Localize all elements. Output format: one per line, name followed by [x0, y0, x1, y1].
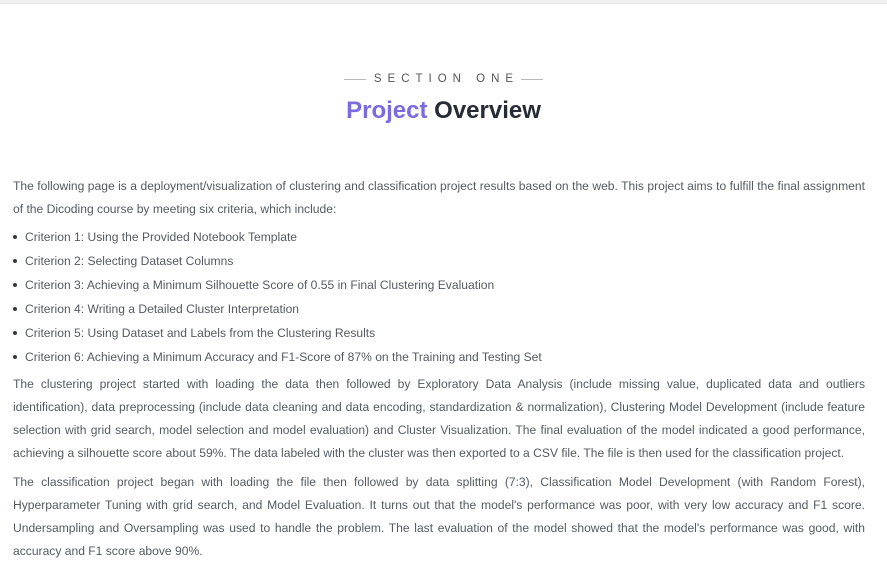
bullet-icon: [13, 355, 17, 359]
section-label: [0, 73, 887, 85]
list-item: [25, 297, 865, 321]
criterion-text: Criterion 4: Writing a Detailed Cluster Interpretation: [25, 302, 300, 316]
bullet-icon: [13, 259, 17, 263]
intro-paragraph: The following page is a deployment/visualization of clustering and classification project results based on the web. This project aims to fulfill the final assignment of the Dicoding course by meeting six criteria, which include:: [13, 179, 865, 216]
bullet-icon: [13, 331, 17, 335]
criterion-text: Criterion 1: Using the Provided Notebook Template: [25, 230, 298, 244]
section-label-text: SECTION ONE: [373, 73, 520, 85]
clustering-paragraph: The clustering project started with loading the data then followed by Exploratory Data Analysis (include missing value, duplicated data and outliers identification), data preprocessing (include data cleaning and data encoding, standardization & normalization), Clustering Model Development (include feature selection with grid search, model selection and model evaluation) and Cluster Visualization. The final evaluation of the model indicated a good performance, achieving a silhouette score about 59%. The data labeled with the cluster was then exported to a CSV file. The file is then used for the classification project.: [13, 377, 865, 460]
overview-content: [13, 175, 865, 563]
page-title-accent: Project: [346, 97, 428, 124]
criterion-text: Criterion 3: Achieving a Minimum Silhouette Score of 0.55 in Final Clustering Evaluation: [25, 278, 495, 292]
criterion-text: Criterion 2: Selecting Dataset Columns: [25, 254, 234, 268]
page-title-rest: Overview: [434, 97, 541, 124]
criterion-text: Criterion 5: Using Dataset and Labels from the Clustering Results: [25, 326, 376, 340]
bullet-icon: [13, 307, 17, 311]
classification-paragraph: The classification project began with loading the file then followed by data splitting (7:3), Classification Model Development (with Random Forest), Hyperparameter Tuning with grid search, and Model Evaluation. It turns out that the model's performance was poor, with very low accuracy and F1 score. Undersampling and Oversampling was used to handle the problem. The last evaluation of the model showed that the model's performance was good, with accuracy and F1 score above 90%.: [13, 475, 865, 558]
list-item: [25, 273, 865, 297]
section-label-left-rule: [344, 79, 366, 80]
bullet-icon: [13, 283, 17, 287]
list-item: [25, 345, 865, 369]
criterion-text: Criterion 6: Achieving a Minimum Accuracy and F1-Score of 87% on the Training and Testing Set: [25, 350, 542, 364]
top-bar: [0, 0, 887, 4]
criteria-list: [13, 225, 865, 369]
page-title: [0, 97, 887, 125]
section-label-right-rule: [521, 79, 543, 80]
bullet-icon: [13, 235, 17, 239]
list-item: [25, 249, 865, 273]
list-item: [25, 321, 865, 345]
list-item: [25, 225, 865, 249]
